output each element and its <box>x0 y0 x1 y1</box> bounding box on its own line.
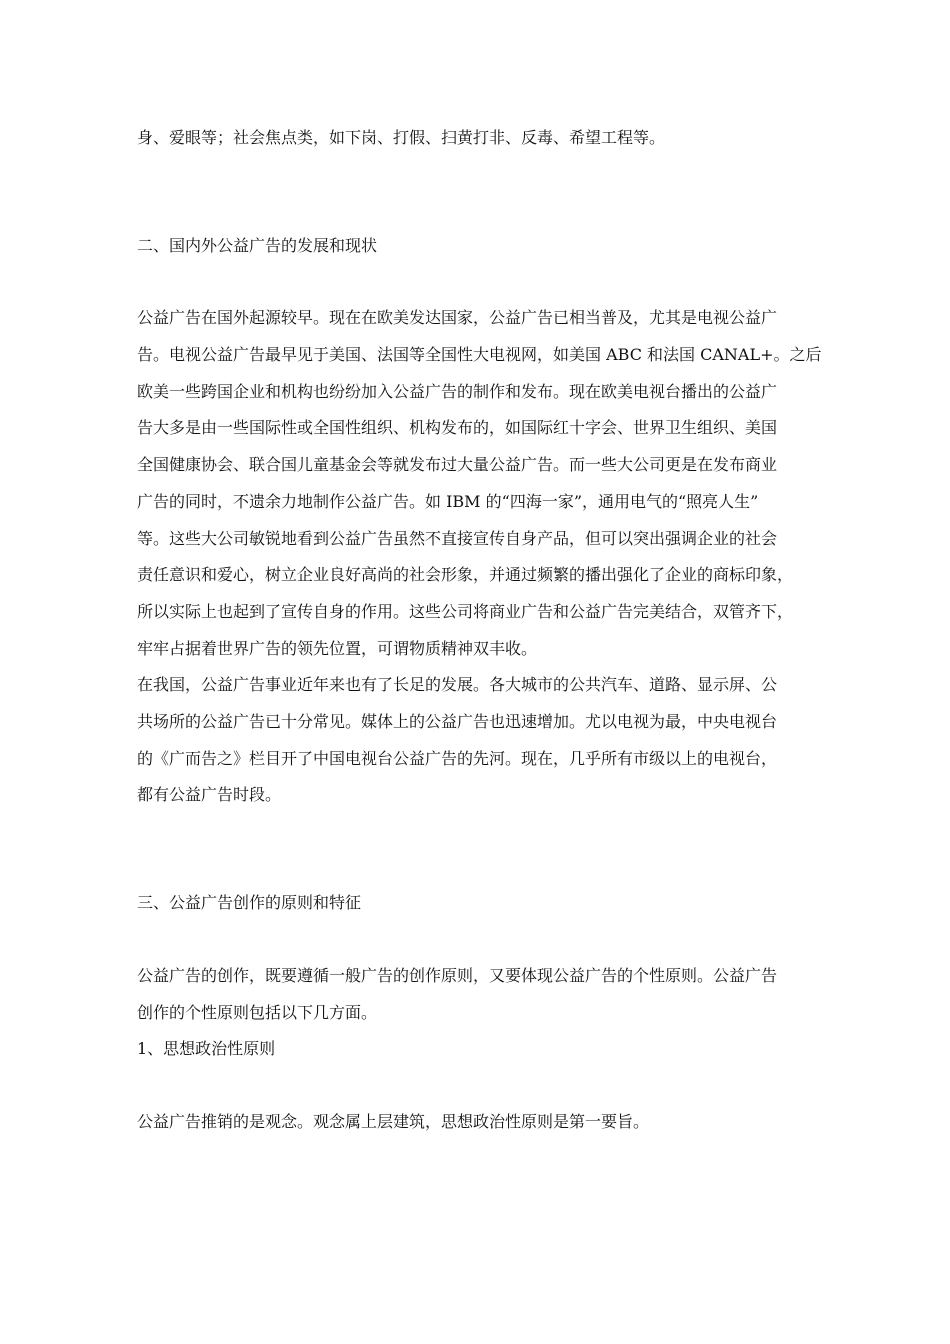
paragraph-line: 广告的同时，不遗余力地制作公益广告。如 IBM 的“四海一家”，通用电气的“照亮人生” <box>137 492 759 511</box>
paragraph-line: 欧美一些跨国企业和机构也纷纷加入公益广告的制作和发布。现在欧美电视台播出的公益广 <box>137 382 778 401</box>
paragraph-line: 公益广告的创作，既要遵循一般广告的创作原则，又要体现公益广告的个性原则。公益广告 <box>137 966 778 985</box>
section-2-heading: 二、国内外公益广告的发展和现状 <box>137 236 378 255</box>
paragraph-line: 告大多是由一些国际性或全国性组织、机构发布的，如国际红十字会、世界卫生组织、美国 <box>137 418 778 437</box>
intro-fragment: 身、爱眼等；社会焦点类，如下岗、打假、扫黄打非、反毒、希望工程等。 <box>137 128 666 147</box>
paragraph-line: 共场所的公益广告已十分常见。媒体上的公益广告也迅速增加。尤以电视为最，中央电视台 <box>137 712 778 731</box>
paragraph-line: 告。电视公益广告最早见于美国、法国等全国性大电视网，如美国 ABC 和法国 CANAL+。之后 <box>137 345 822 364</box>
paragraph-line: 牢牢占据着世界广告的领先位置，可谓物质精神双丰收。 <box>137 639 538 658</box>
paragraph-line: 等。这些大公司敏锐地看到公益广告虽然不直接宣传自身产品，但可以突出强调企业的社会 <box>137 529 778 548</box>
subsection-1-heading: 1、思想政治性原则 <box>137 1039 276 1058</box>
paragraph-line: 在我国，公益广告事业近年来也有了长足的发展。各大城市的公共汽车、道路、显示屏、公 <box>137 675 778 694</box>
paragraph-line: 责任意识和爱心，树立企业良好高尚的社会形象，并通过频繁的播出强化了企业的商标印象， <box>137 565 794 584</box>
paragraph-line: 创作的个性原则包括以下几方面。 <box>137 1003 378 1022</box>
subsection-1-paragraph: 公益广告推销的是观念。观念属上层建筑，思想政治性原则是第一要旨。 <box>137 1112 650 1131</box>
paragraph-line: 的《广而告之》栏目开了中国电视台公益广告的先河。现在，几乎所有市级以上的电视台， <box>137 749 778 768</box>
section-3-heading: 三、公益广告创作的原则和特征 <box>137 893 362 912</box>
paragraph-line: 全国健康协会、联合国儿童基金会等就发布过大量公益广告。而一些大公司更是在发布商业 <box>137 455 778 474</box>
paragraph-line: 都有公益广告时段。 <box>137 785 282 804</box>
paragraph-line: 所以实际上也起到了宣传自身的作用。这些公司将商业广告和公益广告完美结合，双管齐下， <box>137 602 794 621</box>
paragraph-line: 公益广告在国外起源较早。现在在欧美发达国家，公益广告已相当普及，尤其是电视公益广 <box>137 308 778 327</box>
